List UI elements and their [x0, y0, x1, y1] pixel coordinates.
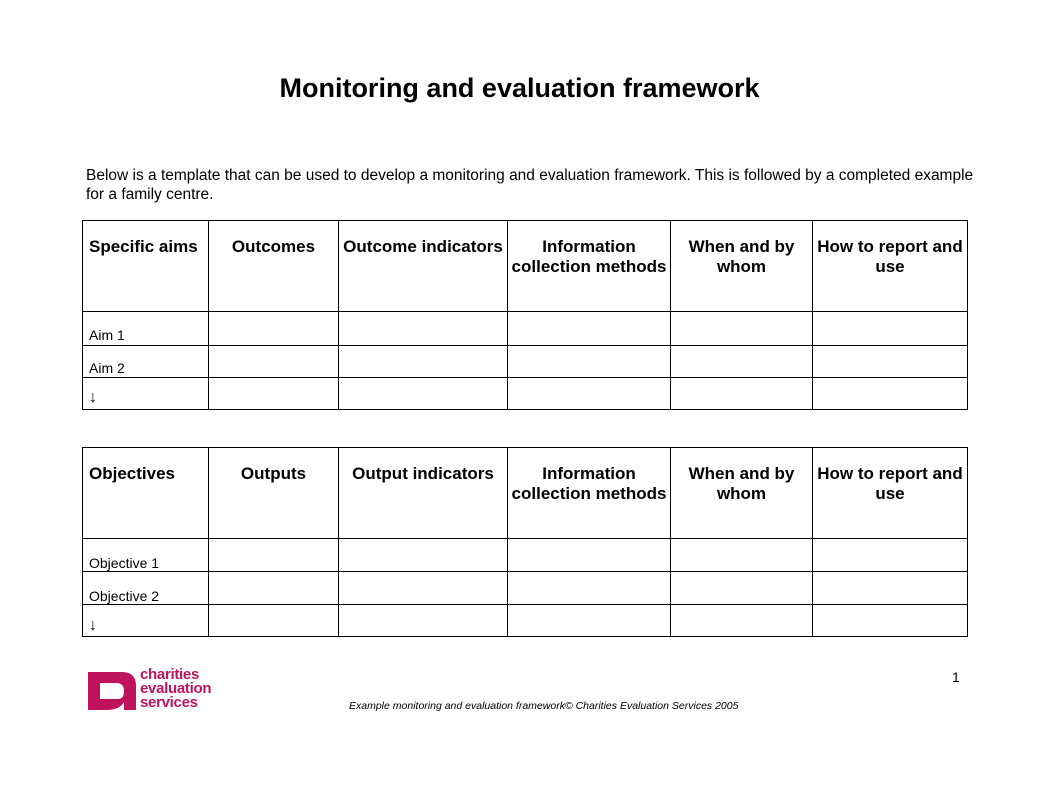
aims-table [82, 220, 968, 410]
table-cell [209, 572, 339, 605]
table-cell [508, 605, 671, 637]
table-row [83, 539, 968, 572]
table-row [83, 572, 968, 605]
row-label: Objective 2 [83, 572, 209, 605]
ces-logo-text [140, 668, 211, 710]
page-title: Monitoring and evaluation framework [279, 73, 760, 103]
row-label: Aim 1 [83, 312, 209, 346]
table-cell [671, 605, 813, 637]
table-cell [339, 312, 508, 346]
table-cell [813, 378, 968, 410]
table-cell [671, 572, 813, 605]
logo-line-charities: charities [140, 666, 199, 683]
intro-paragraph: Below is a template that can be used to develop a monitoring and evaluation framework. This is followed by a completed example for a family centre. [86, 167, 974, 203]
table-cell [813, 539, 968, 572]
header-outputs: Outputs [209, 448, 339, 539]
table-header-row [83, 448, 968, 539]
header-objectives: Objectives [83, 448, 209, 539]
page-number: 1 [952, 669, 960, 685]
footer-copyright: Example monitoring and evaluation framework© Charities Evaluation Services 2005 [349, 700, 739, 712]
table-cell [813, 346, 968, 378]
header-specific-aims: Specific aims [83, 221, 209, 312]
table-cell [508, 378, 671, 410]
table-cell [339, 346, 508, 378]
header-outcome-indicators: Outcome indicators [339, 221, 508, 312]
table-row [83, 312, 968, 346]
header-when-and-by-whom: When and by whom [671, 448, 813, 539]
table-cell [339, 539, 508, 572]
table-cell [339, 378, 508, 410]
ces-logo-icon [84, 668, 140, 714]
table-cell [339, 572, 508, 605]
logo-line-evaluation: evaluation [140, 680, 212, 697]
table-cell [508, 346, 671, 378]
table-cell [209, 378, 339, 410]
header-when-and-by-whom: When and by whom [671, 221, 813, 312]
table-cell [209, 346, 339, 378]
header-information-collection-methods: Information collection methods [508, 221, 671, 312]
header-information-collection-methods: Information collection methods [508, 448, 671, 539]
table-cell [813, 605, 968, 637]
table-cell [671, 378, 813, 410]
table-cell [671, 312, 813, 346]
table-cell [671, 346, 813, 378]
row-label-arrow: ↓ [83, 378, 209, 410]
table-row [83, 605, 968, 637]
table-cell [508, 312, 671, 346]
table-header-row [83, 221, 968, 312]
logo-line-services: services [140, 694, 198, 711]
table-cell [813, 572, 968, 605]
header-how-to-report-and-use: How to report and use [813, 448, 968, 539]
header-outcomes: Outcomes [209, 221, 339, 312]
row-label: Objective 1 [83, 539, 209, 572]
table-row [83, 346, 968, 378]
table-cell [209, 539, 339, 572]
table-cell [209, 605, 339, 637]
table-cell [508, 572, 671, 605]
header-output-indicators: Output indicators [339, 448, 508, 539]
row-label: Aim 2 [83, 346, 209, 378]
header-how-to-report-and-use: How to report and use [813, 221, 968, 312]
table-cell [209, 312, 339, 346]
table-cell [508, 539, 671, 572]
objectives-table [82, 447, 968, 637]
table-cell [671, 539, 813, 572]
table-cell [813, 312, 968, 346]
table-cell [339, 605, 508, 637]
row-label-arrow: ↓ [83, 605, 209, 637]
table-row [83, 378, 968, 410]
